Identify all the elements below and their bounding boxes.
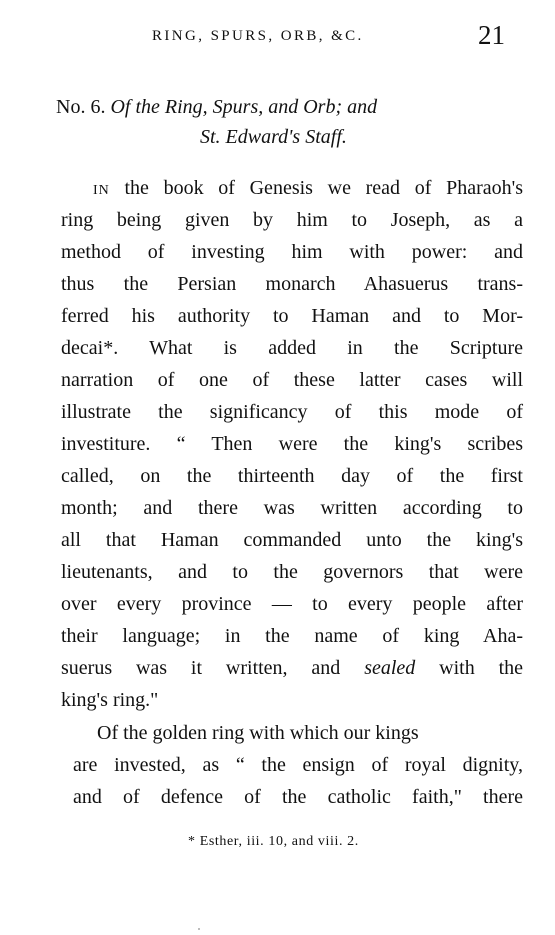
print-speck [198, 928, 200, 930]
paragraph-2 [73, 717, 523, 813]
drop-initial: IN [93, 183, 110, 198]
page-number: 21 [478, 20, 505, 50]
text-line: lieutenants, and to the governors that were [61, 561, 523, 583]
section-title-line-2: St. Edward's Staff. [200, 126, 347, 148]
text-line: over every province — to every people after [61, 593, 523, 615]
text-line: king's ring." [61, 689, 159, 711]
text-line: illustrate the significancy of this mode of [61, 401, 523, 423]
text-line: investiture. “ Then were the king's scribes [61, 433, 523, 455]
section-heading [56, 92, 516, 152]
text-line: and of defence of the catholic faith," there [73, 786, 523, 808]
text-line: all that Haman commanded unto the king's [61, 529, 523, 551]
text-line [61, 652, 523, 684]
text-line: are invested, as “ the ensign of royal dignity, [73, 754, 523, 776]
text-line: called, on the thirteenth day of the first [61, 465, 523, 487]
running-header [0, 20, 555, 50]
section-number: No. 6. [56, 96, 106, 118]
text-line: thus the Persian monarch Ahasuerus trans- [61, 273, 523, 295]
text-line: their language; in the name of king Aha- [61, 625, 523, 647]
text-line: ferred his authority to Haman and to Mor- [61, 305, 523, 327]
italic-word: sealed [364, 657, 416, 679]
text-line: decai*. What is added in the Scripture [61, 337, 523, 359]
section-title-line-1: Of the Ring, Spurs, and Orb; and [110, 96, 378, 118]
text-line: Of the golden ring with which our kings [97, 722, 419, 744]
text-line-content: with the [415, 657, 523, 679]
text-line [61, 172, 523, 204]
paragraph-1 [61, 172, 523, 716]
text-line: narration of one of these latter cases will [61, 369, 523, 391]
text-line: ring being given by him to Joseph, as a [61, 209, 523, 231]
running-title: RING, SPURS, ORB, &C. [152, 28, 364, 44]
text-line: month; and there was written according to [61, 497, 523, 519]
text-line-content: the book of Genesis we read of Pharaoh's [109, 177, 523, 199]
footnote: * Esther, iii. 10, and viii. 2. [188, 834, 359, 849]
text-line: method of investing him with power: and [61, 241, 523, 263]
text-line-content: suerus was it written, and [61, 657, 341, 679]
